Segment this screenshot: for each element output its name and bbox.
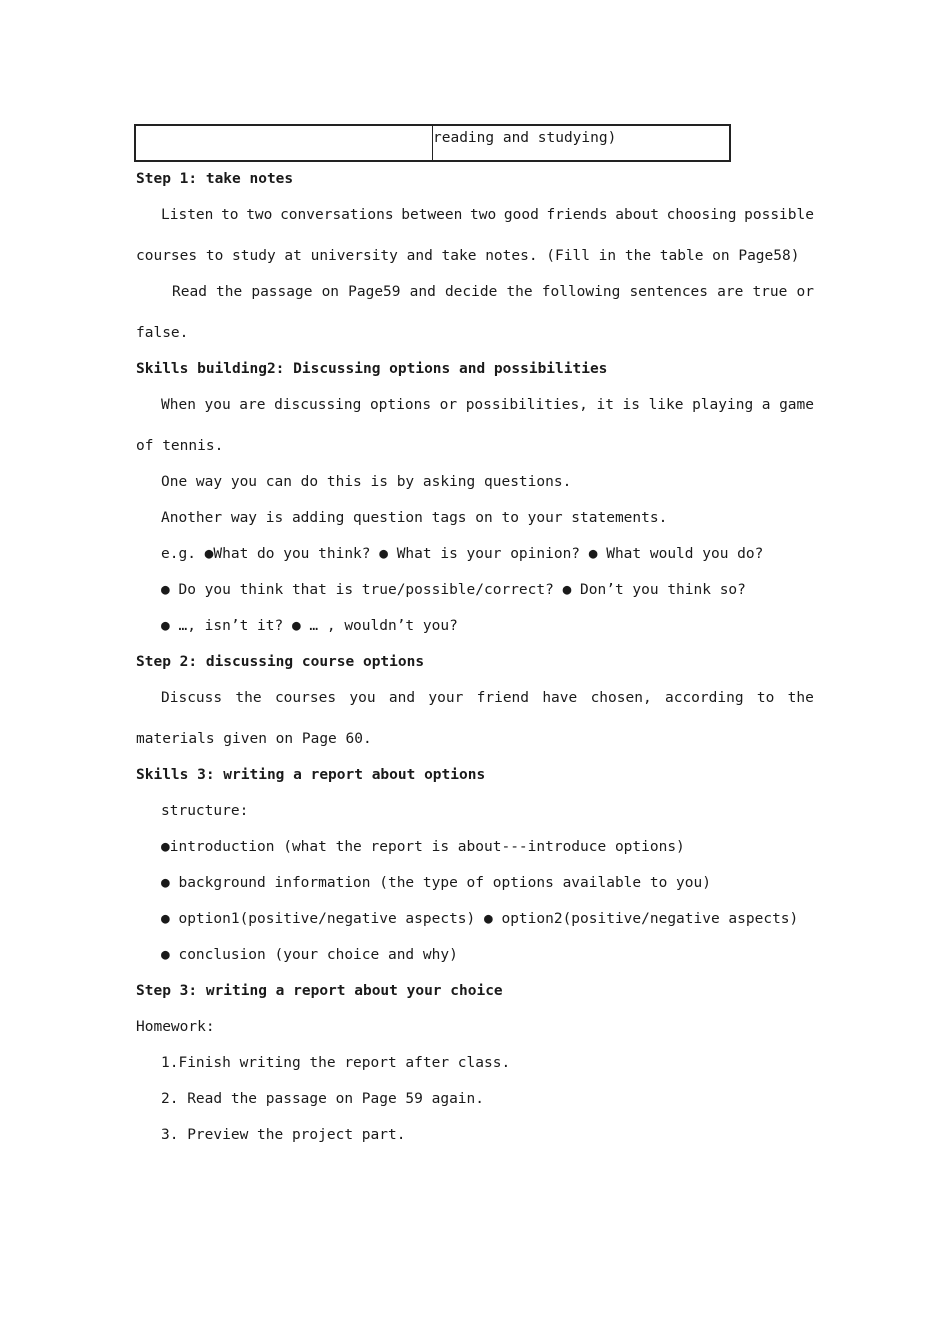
word: following	[541, 284, 621, 300]
word: are	[717, 284, 744, 300]
word: between	[401, 207, 463, 223]
word: Page59	[348, 284, 401, 300]
word: conversations	[280, 207, 394, 223]
word: Listen	[161, 207, 214, 223]
word: Discuss	[161, 690, 223, 706]
word: good	[503, 207, 539, 223]
skills2-para1-line2: of tennis.	[136, 438, 224, 454]
table-fragment	[134, 124, 731, 162]
skills2-tags-line: Another way is adding question tags on to your statements.	[161, 510, 668, 526]
word: according	[664, 690, 744, 706]
word: game	[779, 397, 814, 413]
homework-item: 2. Read the passage on Page 59 again.	[161, 1091, 485, 1107]
word: like	[648, 397, 684, 413]
word: you	[204, 397, 231, 413]
word: possibilities,	[465, 397, 588, 413]
homework-label: Homework:	[136, 1019, 215, 1035]
step3-heading: Step 3: writing a report about your choice	[136, 983, 503, 999]
structure-item: ● conclusion (your choice and why)	[161, 947, 458, 963]
structure-item: ● background information (the type of options available to you)	[161, 875, 711, 891]
word: two	[246, 207, 273, 223]
step1-para1-line1	[161, 205, 814, 225]
skills2-para1-line1	[161, 395, 814, 415]
step1-para2-line1	[172, 282, 814, 302]
step1-heading: Step 1: take notes	[136, 171, 294, 187]
word: passage	[251, 284, 313, 300]
word: sentences	[629, 284, 709, 300]
homework-item: 1.Finish writing the report after class.	[161, 1055, 511, 1071]
skills2-example-line1: e.g. ●What do you think? ● What is your opinion? ● What would you do?	[161, 546, 764, 562]
word: the	[787, 690, 814, 706]
word: it	[596, 397, 614, 413]
word: the	[506, 284, 533, 300]
word: or	[796, 284, 814, 300]
word: true	[752, 284, 788, 300]
word: a	[761, 397, 771, 413]
word: and	[409, 284, 436, 300]
skills3-structure-label: structure:	[161, 803, 249, 819]
step2-para-line1	[161, 688, 814, 708]
word: Read	[172, 284, 207, 300]
word: to	[756, 690, 775, 706]
step2-heading: Step 2: discussing course options	[136, 654, 425, 670]
step1-para2-line2: false.	[136, 325, 189, 341]
word: or	[439, 397, 458, 413]
word: choosing	[666, 207, 737, 223]
word: your	[428, 690, 464, 706]
word: about	[615, 207, 659, 223]
table-cell-left	[136, 126, 433, 160]
skills2-ask-line: One way you can do this is by asking questions.	[161, 474, 572, 490]
skills2-example-line3: ● …, isn’t it? ● … , wouldn’t you?	[161, 618, 458, 634]
word: discussing	[274, 397, 362, 413]
skills2-example-line2: ● Do you think that is true/possible/correct? ● Don’t you think so?	[161, 582, 746, 598]
table-cell-right: reading and studying)	[433, 130, 617, 146]
word: on	[321, 284, 340, 300]
word: you	[349, 690, 376, 706]
word: When	[161, 397, 196, 413]
word: have	[542, 690, 578, 706]
word: options	[369, 397, 432, 413]
word: to	[221, 207, 239, 223]
word: the	[235, 690, 262, 706]
skills3-heading: Skills 3: writing a report about options	[136, 767, 486, 783]
step2-para-line2: materials given on Page 60.	[136, 731, 372, 747]
step1-para1-line2: courses to study at university and take notes. (Fill in the table on Page58)	[136, 248, 800, 264]
word: two	[470, 207, 497, 223]
word: friend	[476, 690, 530, 706]
word: chosen,	[590, 690, 652, 706]
word: is	[622, 397, 640, 413]
structure-item: ●introduction (what the report is about---introduce options)	[161, 839, 685, 855]
word: playing	[692, 397, 754, 413]
word: decide	[444, 284, 498, 300]
word: friends	[546, 207, 608, 223]
word: possible	[744, 207, 814, 223]
word: are	[239, 397, 266, 413]
word: courses	[274, 690, 337, 706]
skills2-heading: Skills building2: Discussing options and possibilities	[136, 361, 608, 377]
structure-item: ● option1(positive/negative aspects) ● option2(positive/negative aspects)	[161, 911, 799, 927]
word: the	[216, 284, 243, 300]
homework-item: 3. Preview the project part.	[161, 1127, 406, 1143]
word: and	[388, 690, 416, 706]
